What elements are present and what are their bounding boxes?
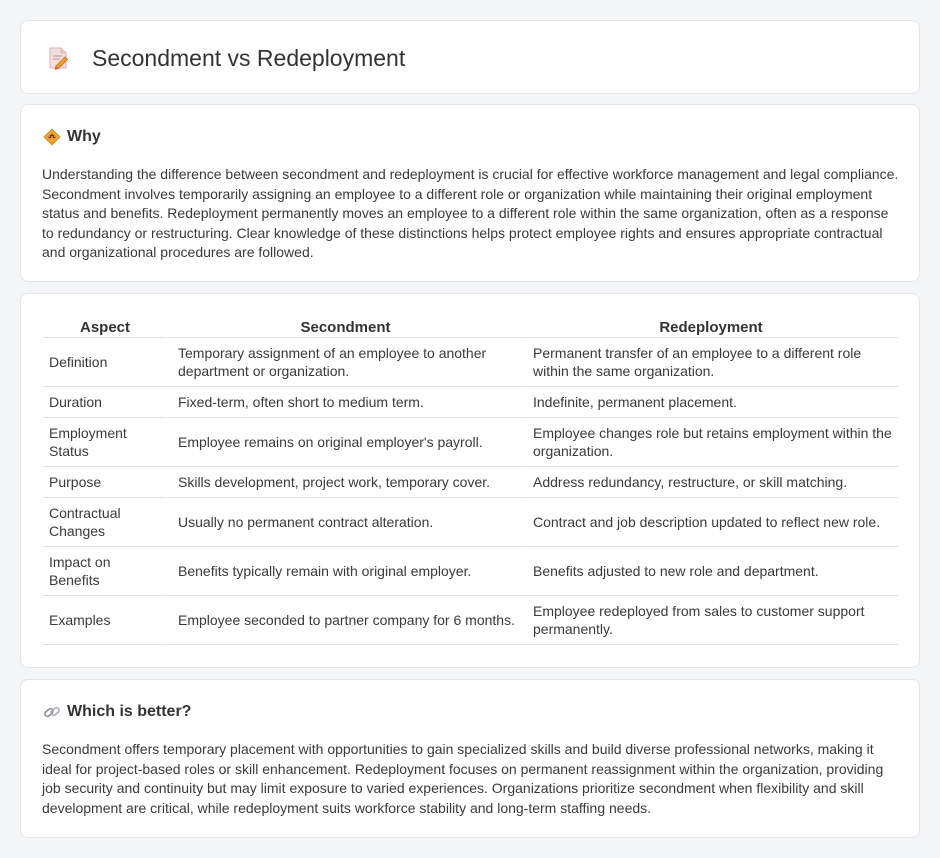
page-title: Secondment vs Redeployment [92, 45, 406, 71]
row-redeployment: Indefinite, permanent placement. [522, 387, 898, 418]
row-redeployment: Employee changes role but retains employment within the organization. [522, 418, 898, 467]
row-secondment: Temporary assignment of an employee to another department or organization. [167, 338, 522, 387]
header-secondment: Secondment [167, 318, 522, 338]
row-secondment: Employee remains on original employer's payroll. [167, 418, 522, 467]
why-body: Understanding the difference between secondment and redeployment is crucial for effective workforce management and legal compliance. Secondment involves temporarily assigning an employee to a different role or organization while maintaining their original employment status and benefits. Redeployment permanently moves an employee to a different role within the same organization, often as a response to redundancy or restructuring. Clear knowledge of these distinctions helps protect employee rights and ensures appropriate contractual and organizational procedures are followed. [42, 166, 899, 260]
table-row [43, 547, 898, 596]
diamond-warning-icon [43, 128, 61, 146]
row-aspect: Employment Status [43, 418, 167, 467]
row-redeployment: Permanent transfer of an employee to a different role within the same organization. [522, 338, 898, 387]
row-secondment: Skills development, project work, temporary cover. [167, 467, 522, 498]
row-secondment: Employee seconded to partner company for 6 months. [167, 596, 522, 645]
row-aspect: Impact on Benefits [43, 547, 167, 596]
row-redeployment: Contract and job description updated to reflect new role. [522, 498, 898, 547]
header-card [20, 20, 920, 94]
table-row [43, 467, 898, 498]
table-row [43, 418, 898, 467]
row-aspect: Definition [43, 338, 167, 387]
row-secondment: Benefits typically remain with original employer. [167, 547, 522, 596]
comparison-table [43, 318, 898, 645]
which-is-better-section [20, 679, 920, 838]
better-body: Secondment offers temporary placement with opportunities to gain specialized skills and build diverse professional networks, making it ideal for project-based roles or skill enhancement. Redeployment focuses on permanent reassignment within the organization, providing job security and continuity but may limit exposure to varied experiences. Organizations prioritize secondment when flexibility and skill development are critical, while redeployment suits workforce stability and long-term staffing needs. [42, 741, 884, 816]
row-secondment: Usually no permanent contract alteration. [167, 498, 522, 547]
why-heading [43, 127, 101, 147]
comparison-section [20, 293, 920, 668]
better-title: Which is better? [67, 703, 192, 720]
table-header-row [43, 318, 898, 338]
row-aspect: Purpose [43, 467, 167, 498]
header-redeployment: Redeployment [522, 318, 898, 338]
row-secondment: Fixed-term, often short to medium term. [167, 387, 522, 418]
better-heading [43, 702, 191, 722]
row-redeployment: Address redundancy, restructure, or skill matching. [522, 467, 898, 498]
why-title: Why [67, 128, 101, 145]
table-row [43, 596, 898, 645]
header-aspect: Aspect [43, 318, 167, 338]
row-aspect: Examples [43, 596, 167, 645]
row-redeployment: Employee redeployed from sales to customer support permanently. [522, 596, 898, 645]
table-row [43, 498, 898, 547]
row-aspect: Duration [43, 387, 167, 418]
table-row [43, 338, 898, 387]
table-row [43, 387, 898, 418]
link-icon [43, 703, 61, 721]
row-redeployment: Benefits adjusted to new role and department. [522, 547, 898, 596]
why-section [20, 104, 920, 282]
document-pencil-icon [47, 46, 69, 70]
row-aspect: Contractual Changes [43, 498, 167, 547]
